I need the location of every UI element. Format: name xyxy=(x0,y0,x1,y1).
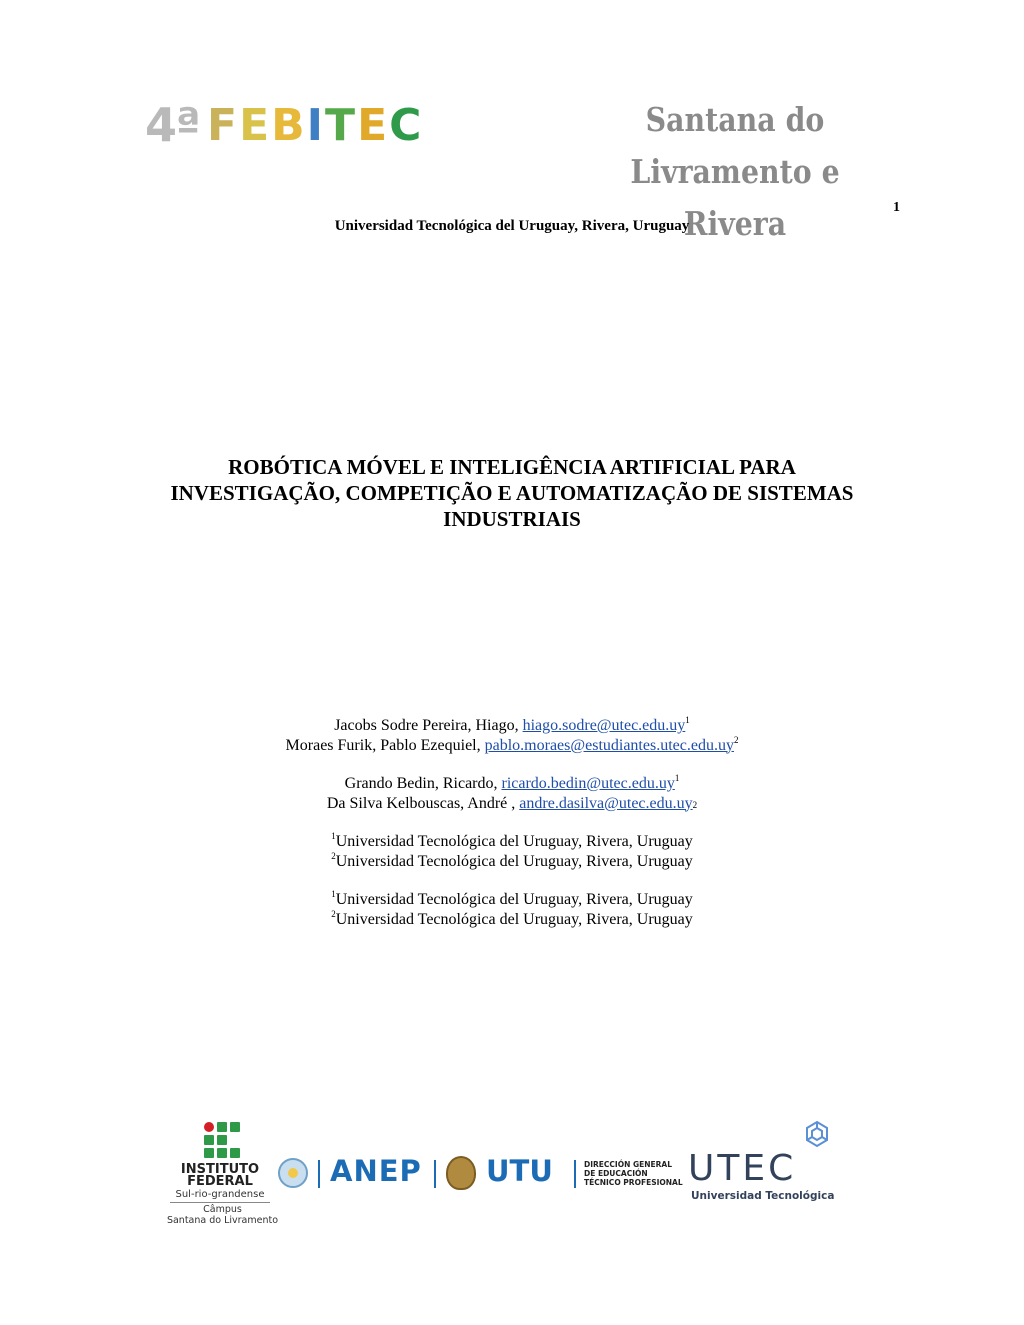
affiliation-mark: 1 xyxy=(685,715,690,725)
instituto-federal-logo xyxy=(160,1120,290,1230)
event-logo-letter: B xyxy=(271,100,307,151)
event-logo-letter: E xyxy=(357,100,390,151)
author-name: Da Silva Kelbouscas, André , xyxy=(326,794,520,812)
utec-logo: UTEC xyxy=(688,1148,797,1189)
paper-title-line: INVESTIGAÇÃO, COMPETIÇÃO E AUTOMATIZAÇÃO DE SISTEMAS xyxy=(170,481,854,505)
event-logo xyxy=(145,98,525,152)
affiliation-text: Universidad Tecnológica del Uruguay, Rivera, Uruguay xyxy=(335,891,693,908)
affiliation-mark: 2 xyxy=(331,908,336,919)
author-email-link[interactable]: pablo.moraes@estudiantes.utec.edu.uy xyxy=(484,736,734,754)
affiliation-line xyxy=(0,832,1024,852)
header-affiliation: Universidad Tecnológica del Uruguay, Rivera, Uruguay xyxy=(334,218,690,234)
if-region: Sul-rio-grandense xyxy=(175,1189,265,1200)
author-line xyxy=(0,736,1024,756)
author-name: Jacobs Sodre Pereira, Hiago, xyxy=(334,717,523,734)
affiliation-text: Universidad Tecnológica del Uruguay, Rivera, Uruguay xyxy=(335,833,693,850)
affiliation-text: Universidad Tecnológica del Uruguay, Rivera, Uruguay xyxy=(335,910,693,928)
paper-title-line: INDUSTRIAIS xyxy=(443,507,581,531)
divider xyxy=(318,1160,320,1188)
affiliation-line xyxy=(0,910,1024,930)
author-block xyxy=(0,716,1024,929)
author-email-link[interactable]: andre.dasilva@utec.edu.uy xyxy=(519,794,693,812)
affiliation-mark: 1 xyxy=(331,831,336,841)
if-grid-icon xyxy=(204,1122,242,1160)
divider xyxy=(170,1202,270,1203)
spacer xyxy=(0,871,1024,890)
author-line xyxy=(0,794,1024,814)
paper-title xyxy=(100,454,924,532)
event-logo-letter: F xyxy=(207,100,240,151)
affiliation-mark: 2 xyxy=(733,734,739,745)
affiliation-mark: 2 xyxy=(331,850,336,861)
paper-title-line: ROBÓTICA MÓVEL E INTELIGÊNCIA ARTIFICIAL PARA xyxy=(228,455,796,479)
city-title-line2: Rivera xyxy=(683,204,787,243)
divider xyxy=(434,1160,436,1188)
utec-subtitle: Universidad Tecnológica xyxy=(691,1190,835,1202)
author-email-link[interactable]: ricardo.bedin@utec.edu.uy xyxy=(501,775,675,792)
utec-hexagon-icon xyxy=(796,1120,838,1156)
event-logo-letter: C xyxy=(389,100,424,151)
author-name: Moraes Furik, Pablo Ezequiel, xyxy=(285,736,485,754)
if-name: INSTITUTO FEDERAL xyxy=(180,1162,260,1189)
author-name: Grando Bedin, Ricardo, xyxy=(344,775,502,792)
author-line xyxy=(0,716,1024,736)
if-campus: Câmpus Santana do Livramento xyxy=(166,1204,279,1226)
event-logo-letter: T xyxy=(325,100,358,151)
affiliation-mark: 1 xyxy=(674,773,680,783)
utu-logo: UTU xyxy=(486,1154,553,1188)
spacer xyxy=(0,755,1024,774)
spacer xyxy=(0,813,1024,832)
divider xyxy=(574,1160,576,1188)
author-email-link[interactable]: hiago.sodre@utec.edu.uy xyxy=(522,717,686,734)
affiliation-text: Universidad Tecnológica del Uruguay, Rivera, Uruguay xyxy=(335,852,693,870)
anep-logo: ANEP xyxy=(330,1154,422,1188)
affiliation-line xyxy=(0,890,1024,910)
dgetp-logo-text: DIRECCIÓN GENERAL DE EDUCACIÓN TÉCNICO PROFESIONAL xyxy=(584,1160,683,1187)
affiliation-line xyxy=(0,852,1024,872)
page-number: 1 xyxy=(893,200,900,215)
footer-logo-strip xyxy=(160,1120,850,1230)
affiliation-mark: 1 xyxy=(331,889,336,899)
author-line xyxy=(0,774,1024,794)
city-title-line1: Santana do Livramento e xyxy=(630,100,840,191)
event-logo-number: 4ª xyxy=(145,98,199,152)
event-logo-letter: E xyxy=(239,100,272,151)
affiliation-mark: 2 xyxy=(692,799,698,810)
event-logo-word xyxy=(207,100,423,151)
event-logo-letter: I xyxy=(306,100,326,151)
uruguay-seal-icon xyxy=(278,1158,308,1188)
utu-emblem-icon xyxy=(446,1156,476,1190)
